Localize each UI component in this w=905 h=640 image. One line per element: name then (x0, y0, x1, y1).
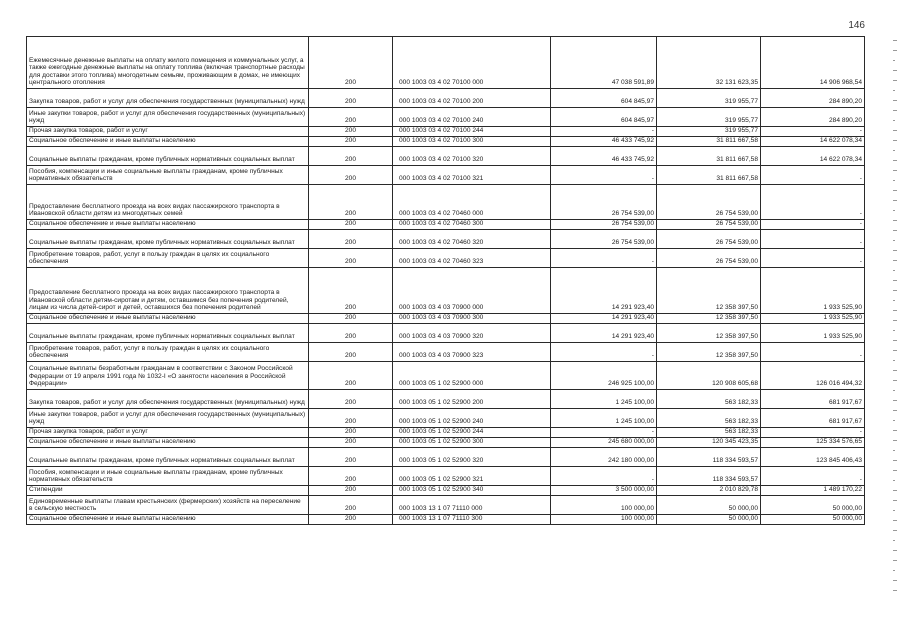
row-classification-code: 000 1003 05 1 02 52900 244 (393, 428, 551, 438)
row-approved-amount: 26 754 539,00 (551, 230, 657, 249)
row-executed-amount: 120 345 423,35 (657, 438, 761, 448)
row-classification-code: 000 1003 05 1 02 52900 240 (393, 409, 551, 428)
row-admin-code: 200 (309, 515, 393, 525)
row-name: Единовременные выплаты главам крестьянских (фермерских) хозяйств на переселение в сельскую местность (27, 496, 309, 515)
row-admin-code: 200 (309, 147, 393, 166)
row-name: Социальное обеспечение и иные выплаты населению (27, 220, 309, 230)
row-unexecuted-amount: 1 933 525,90 (761, 324, 865, 343)
row-name: Социальные выплаты гражданам, кроме публичных нормативных социальных выплат (27, 147, 309, 166)
row-admin-code: 200 (309, 428, 393, 438)
row-name: Закупка товаров, работ и услуг для обеспечения государственных (муниципальных) нужд (27, 390, 309, 409)
row-name: Прочая закупка товаров, работ и услуг (27, 428, 309, 438)
row-name: Социальные выплаты гражданам, кроме публичных нормативных социальных выплат (27, 324, 309, 343)
row-admin-code: 200 (309, 249, 393, 268)
row-approved-amount: - (551, 166, 657, 185)
row-admin-code: 200 (309, 390, 393, 409)
row-executed-amount: 2 010 829,78 (657, 486, 761, 496)
row-classification-code: 000 1003 03 4 03 70900 300 (393, 314, 551, 324)
row-executed-amount: 31 811 667,58 (657, 166, 761, 185)
table-row (27, 37, 865, 89)
row-classification-code: 000 1003 03 4 02 70460 320 (393, 230, 551, 249)
row-name: Приобретение товаров, работ, услуг в пользу граждан в целях их социального обеспечения (27, 249, 309, 268)
row-unexecuted-amount: 284 890,20 (761, 89, 865, 108)
table-row (27, 486, 865, 496)
row-approved-amount: 14 291 923,40 (551, 324, 657, 343)
row-approved-amount: 242 180 000,00 (551, 448, 657, 467)
row-classification-code: 000 1003 13 1 07 71110 300 (393, 515, 551, 525)
row-unexecuted-amount: - (761, 166, 865, 185)
row-classification-code: 000 1003 05 1 02 52900 320 (393, 448, 551, 467)
row-admin-code: 200 (309, 230, 393, 249)
table-row (27, 166, 865, 185)
row-executed-amount: 120 908 605,68 (657, 362, 761, 390)
row-approved-amount: 46 433 745,92 (551, 137, 657, 147)
table-row (27, 249, 865, 268)
budget-table-container (26, 36, 864, 525)
row-admin-code: 200 (309, 314, 393, 324)
row-approved-amount: - (551, 428, 657, 438)
table-row (27, 438, 865, 448)
row-executed-amount: 118 334 593,57 (657, 467, 761, 486)
row-executed-amount: 31 811 667,58 (657, 137, 761, 147)
row-approved-amount: 604 845,97 (551, 108, 657, 127)
table-row (27, 147, 865, 166)
table-row (27, 324, 865, 343)
table-row (27, 362, 865, 390)
row-admin-code: 200 (309, 467, 393, 486)
row-unexecuted-amount: 123 845 406,43 (761, 448, 865, 467)
row-executed-amount: 12 358 397,50 (657, 268, 761, 314)
row-approved-amount: 1 245 100,00 (551, 390, 657, 409)
row-classification-code: 000 1003 05 1 02 52900 321 (393, 467, 551, 486)
row-admin-code: 200 (309, 496, 393, 515)
row-executed-amount: 26 754 539,00 (657, 185, 761, 220)
row-admin-code: 200 (309, 343, 393, 362)
row-unexecuted-amount: 681 917,67 (761, 390, 865, 409)
table-row (27, 467, 865, 486)
row-executed-amount: 32 131 623,35 (657, 37, 761, 89)
row-name: Социальное обеспечение и иные выплаты населению (27, 438, 309, 448)
table-row (27, 108, 865, 127)
row-approved-amount: 604 845,97 (551, 89, 657, 108)
row-executed-amount: 12 358 397,50 (657, 314, 761, 324)
row-name: Пособия, компенсации и иные социальные выплаты гражданам, кроме публичных нормативных обязательств (27, 467, 309, 486)
row-classification-code: 000 1003 03 4 02 70100 244 (393, 127, 551, 137)
row-admin-code: 200 (309, 220, 393, 230)
row-admin-code: 200 (309, 166, 393, 185)
row-admin-code: 200 (309, 37, 393, 89)
row-admin-code: 200 (309, 127, 393, 137)
row-executed-amount: 31 811 667,58 (657, 147, 761, 166)
row-classification-code: 000 1003 03 4 02 70100 300 (393, 137, 551, 147)
row-classification-code: 000 1003 03 4 02 70100 240 (393, 108, 551, 127)
row-classification-code: 000 1003 03 4 02 70460 323 (393, 249, 551, 268)
row-unexecuted-amount: - (761, 249, 865, 268)
row-name: Стипендии (27, 486, 309, 496)
row-unexecuted-amount: 50 000,00 (761, 515, 865, 525)
row-unexecuted-amount: 126 016 494,32 (761, 362, 865, 390)
row-name: Закупка товаров, работ и услуг для обеспечения государственных (муниципальных) нужд (27, 89, 309, 108)
row-admin-code: 200 (309, 89, 393, 108)
row-name: Социальное обеспечение и иные выплаты населению (27, 137, 309, 147)
row-name: Пособия, компенсации и иные социальные выплаты гражданам, кроме публичных нормативных обязательств (27, 166, 309, 185)
row-executed-amount: 319 955,77 (657, 108, 761, 127)
row-admin-code: 200 (309, 137, 393, 147)
row-approved-amount: 100 000,00 (551, 496, 657, 515)
table-row (27, 515, 865, 525)
row-approved-amount: 14 291 923,40 (551, 268, 657, 314)
row-classification-code: 000 1003 03 4 03 70900 000 (393, 268, 551, 314)
table-row (27, 220, 865, 230)
table-row (27, 230, 865, 249)
row-executed-amount: 118 334 593,57 (657, 448, 761, 467)
row-approved-amount: 47 038 591,89 (551, 37, 657, 89)
table-row (27, 496, 865, 515)
row-admin-code: 200 (309, 108, 393, 127)
row-name: Предоставление бесплатного проезда на всех видах пассажирского транспорта в Ивановской области детям из многодетных семей (27, 185, 309, 220)
row-approved-amount: 100 000,00 (551, 515, 657, 525)
row-classification-code: 000 1003 05 1 02 52900 300 (393, 438, 551, 448)
row-admin-code: 200 (309, 409, 393, 428)
row-name: Социальное обеспечение и иные выплаты населению (27, 515, 309, 525)
row-approved-amount: 26 754 539,00 (551, 185, 657, 220)
row-classification-code: 000 1003 13 1 07 71110 000 (393, 496, 551, 515)
table-row (27, 137, 865, 147)
row-name: Иные закупки товаров, работ и услуг для обеспечения государственных (муниципальных) нужд (27, 409, 309, 428)
row-classification-code: 000 1003 03 4 02 70100 000 (393, 37, 551, 89)
row-admin-code: 200 (309, 268, 393, 314)
row-classification-code: 000 1003 03 4 02 70100 320 (393, 147, 551, 166)
row-name: Иные закупки товаров, работ и услуг для обеспечения государственных (муниципальных) нужд (27, 108, 309, 127)
row-admin-code: 200 (309, 362, 393, 390)
row-unexecuted-amount: - (761, 230, 865, 249)
row-executed-amount: 12 358 397,50 (657, 343, 761, 362)
row-classification-code: 000 1003 05 1 02 52900 340 (393, 486, 551, 496)
row-executed-amount: 26 754 539,00 (657, 230, 761, 249)
row-executed-amount: 50 000,00 (657, 496, 761, 515)
row-admin-code: 200 (309, 324, 393, 343)
row-approved-amount: 46 433 745,92 (551, 147, 657, 166)
row-unexecuted-amount: - (761, 428, 865, 438)
row-approved-amount: 26 754 539,00 (551, 220, 657, 230)
row-admin-code: 200 (309, 486, 393, 496)
row-name: Социальные выплаты безработным гражданам в соответствии с Законом Российской Федерации от 19 апреля 1991 года № 1032-I «О занятости населения в Российской Федерации» (27, 362, 309, 390)
row-unexecuted-amount: 1 489 170,22 (761, 486, 865, 496)
row-approved-amount: 1 245 100,00 (551, 409, 657, 428)
row-unexecuted-amount: - (761, 467, 865, 486)
row-name: Социальное обеспечение и иные выплаты населению (27, 314, 309, 324)
row-classification-code: 000 1003 03 4 02 70460 300 (393, 220, 551, 230)
table-row (27, 390, 865, 409)
row-unexecuted-amount: 125 334 576,65 (761, 438, 865, 448)
row-executed-amount: 50 000,00 (657, 515, 761, 525)
row-approved-amount: 3 500 000,00 (551, 486, 657, 496)
row-executed-amount: 319 955,77 (657, 89, 761, 108)
row-executed-amount: 26 754 539,00 (657, 220, 761, 230)
row-classification-code: 000 1003 03 4 03 70900 320 (393, 324, 551, 343)
table-row (27, 428, 865, 438)
row-executed-amount: 563 182,33 (657, 409, 761, 428)
table-row (27, 89, 865, 108)
row-unexecuted-amount: 50 000,00 (761, 496, 865, 515)
row-unexecuted-amount: - (761, 220, 865, 230)
row-unexecuted-amount: 681 917,67 (761, 409, 865, 428)
row-executed-amount: 26 754 539,00 (657, 249, 761, 268)
row-classification-code: 000 1003 03 4 02 70460 000 (393, 185, 551, 220)
row-approved-amount: 246 925 100,00 (551, 362, 657, 390)
row-name: Социальные выплаты гражданам, кроме публичных нормативных социальных выплат (27, 230, 309, 249)
scan-edge-marks (893, 40, 899, 600)
row-unexecuted-amount: - (761, 185, 865, 220)
table-row (27, 314, 865, 324)
row-executed-amount: 12 358 397,50 (657, 324, 761, 343)
row-approved-amount: 245 680 000,00 (551, 438, 657, 448)
row-unexecuted-amount: 1 933 525,90 (761, 314, 865, 324)
row-classification-code: 000 1003 03 4 02 70100 200 (393, 89, 551, 108)
table-row (27, 409, 865, 428)
table-row (27, 448, 865, 467)
row-classification-code: 000 1003 03 4 03 70900 323 (393, 343, 551, 362)
table-row (27, 127, 865, 137)
row-approved-amount: - (551, 249, 657, 268)
row-approved-amount: - (551, 343, 657, 362)
row-unexecuted-amount: 14 622 078,34 (761, 147, 865, 166)
row-unexecuted-amount: - (761, 343, 865, 362)
row-approved-amount: - (551, 127, 657, 137)
row-name: Прочая закупка товаров, работ и услуг (27, 127, 309, 137)
row-approved-amount: 14 291 923,40 (551, 314, 657, 324)
row-name: Предоставление бесплатного проезда на всех видах пассажирского транспорта в Ивановской области детям-сиротам и детям, оставшимся без попечения родителей, лицам из числа детей-сирот и детей, оставшихся без попечения родителей (27, 268, 309, 314)
row-admin-code: 200 (309, 438, 393, 448)
row-admin-code: 200 (309, 448, 393, 467)
budget-expenditure-table (26, 36, 865, 525)
row-executed-amount: 563 182,33 (657, 390, 761, 409)
row-unexecuted-amount: 14 906 968,54 (761, 37, 865, 89)
row-unexecuted-amount: - (761, 127, 865, 137)
table-row (27, 343, 865, 362)
row-classification-code: 000 1003 03 4 02 70100 321 (393, 166, 551, 185)
row-unexecuted-amount: 14 622 078,34 (761, 137, 865, 147)
row-name: Ежемесячные денежные выплаты на оплату жилого помещения и коммунальных услуг, а также ежегодные денежные выплаты на оплату топлива (включая транспортные расходы для доставки этого топлива) многодетным семьям, проживающим в домах, не имеющих центрального отопления (27, 37, 309, 89)
row-name: Приобретение товаров, работ, услуг в пользу граждан в целях их социального обеспечения (27, 343, 309, 362)
row-admin-code: 200 (309, 185, 393, 220)
row-approved-amount: - (551, 467, 657, 486)
row-unexecuted-amount: 1 933 525,90 (761, 268, 865, 314)
row-classification-code: 000 1003 05 1 02 52900 200 (393, 390, 551, 409)
row-executed-amount: 319 955,77 (657, 127, 761, 137)
row-classification-code: 000 1003 05 1 02 52900 000 (393, 362, 551, 390)
table-row (27, 185, 865, 220)
row-executed-amount: 563 182,33 (657, 428, 761, 438)
table-row (27, 268, 865, 314)
row-name: Социальные выплаты гражданам, кроме публичных нормативных социальных выплат (27, 448, 309, 467)
row-unexecuted-amount: 284 890,20 (761, 108, 865, 127)
page-number: 146 (848, 20, 865, 31)
